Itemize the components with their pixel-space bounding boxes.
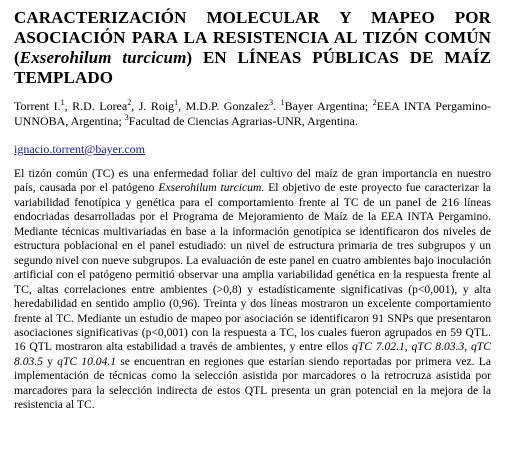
author-3-sup: 1	[174, 98, 179, 107]
author-1: Torrent I.	[14, 99, 61, 113]
qtl-sep-2: ,	[464, 340, 471, 354]
title-part2: ) EN LÍNEAS PÚBLICAS DE MAÍZ TEMPLADO	[14, 48, 492, 87]
paper-title	[14, 8, 491, 88]
affiliation-2: EEA INTA Pergamino-UNNOBA, Argentina;	[14, 99, 492, 128]
qtl-3: qTC 8.03.5	[14, 340, 491, 368]
author-4: , M.D.P. Gonzalez	[178, 99, 270, 113]
title-species: Exserohilum turcicum	[19, 48, 187, 67]
author-1-sup: 1	[60, 98, 65, 107]
abstract-s2: El objetivo de este proyecto fue caracterizar la variabilidad fenotípica y genética para el comportamiento frente al TC de un panel de 216 líneas endocriadas desarrolladas por el Programa de Mejoramiento de Maíz de la EEA INTA Pergamino. Mediante técnicas multivariadas en base a la información genotípica se identificaron dos niveles de estructura poblacional en el panel estudiado: un nivel de estructura primaria de tres subgrupos y un segundo nivel con nueve subgrupos. La evaluación de este panel en cuatro ambientes bajo inoculación artificial con el patógeno permitió observar una amplia variabilidad genética en la respuesta frente al TC, altas correlaciones entre ambientes (>0,8) y estadísticamente significativas (p<0,001), y alta heredabilidad en sentido amplio (0,96). Treinta y dos líneas mostraron un excelente comportamiento frente al TC. Mediante un estudio de mapeo por asociación se identificaron 91 SNPs que presentaron asociaciones significativas (p<0,001) con la respuesta a TC, los cuales fueron agrupados en 59 QTL. 16 QTL mostraron alta estabilidad a través de ambientes, y entre ellos	[14, 181, 491, 354]
affiliation-2-sup: 2	[372, 98, 377, 107]
affiliation-1-sup: 1	[280, 98, 285, 107]
author-3: , J. Roig	[131, 99, 175, 113]
abstract-s1: El tizón común (TC) es una enfermedad foliar del cultivo del maíz de gran importancia en nuestro país, causada por el patógeno	[14, 167, 491, 195]
abstract-body	[14, 167, 491, 413]
author-4-sup: 3	[269, 98, 274, 107]
qtl-sep-3: y	[42, 354, 58, 368]
authors-affiliations	[14, 99, 491, 129]
qtl-sep-1: ,	[404, 340, 412, 354]
qtl-2: qTC 8.03.3	[411, 340, 465, 354]
author-2: , R.D. Lorea	[64, 99, 128, 113]
authors-separator: .	[273, 99, 281, 113]
affiliation-3: Facultad de Ciencias Agrarias-UNR, Argentina.	[128, 114, 358, 128]
affiliation-3-sup: 3	[124, 113, 129, 122]
abstract-species: Exserohilum turcicum.	[158, 181, 265, 195]
title-part1: CARACTERIZACIÓN MOLECULAR Y MAPEO POR ASOCIACIÓN PARA LA RESISTENCIA AL TIZÓN COMÚN (	[14, 8, 491, 67]
abstract-s3: se encuentran en regiones que estarían siendo reportadas por primera vez. La implementación de técnicas como la selección asistida por marcadores o la retrocruza asistida por marcadores para la selección indirecta de estos QTL presenta un gran potencial en la mejora de la resistencia al TC.	[14, 354, 491, 412]
author-2-sup: 2	[127, 98, 132, 107]
qtl-1: qTC 7.02.1	[352, 340, 405, 354]
qtl-4: qTC 10.04.1	[57, 354, 117, 368]
author-email-link[interactable]: ignacio.torrent@bayer.com	[14, 142, 146, 156]
affiliation-1: Bayer Argentina;	[284, 99, 373, 113]
